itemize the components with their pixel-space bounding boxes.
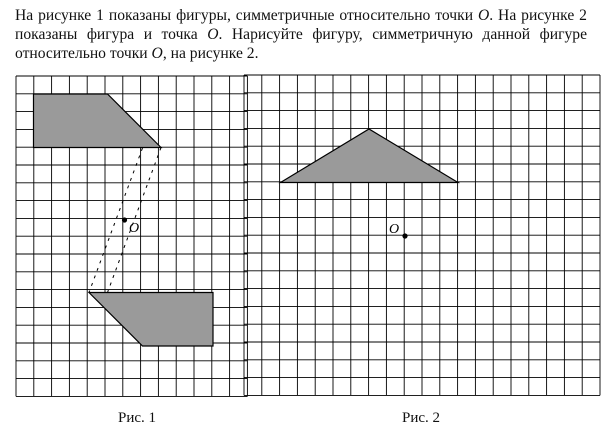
figure-1-symmetry-line-right	[108, 148, 162, 293]
figure-1-caption: Рис. 1	[118, 410, 157, 426]
task-text-part-4: , на рисунке 2.	[162, 45, 259, 62]
task-text-part-3: . Нарисуйте фигуру, симметричную данной фигуре относительно точки	[15, 26, 587, 62]
figure-1-bottom-shape	[89, 293, 213, 347]
figure-1-point-o	[122, 217, 127, 222]
figure-2-point-o-label: O	[389, 222, 400, 237]
figure-2-caption: Рис. 2	[402, 410, 441, 426]
point-o-symbol-3: O	[151, 45, 163, 62]
task-text-part-2: . На рисунке 2 показаны фигура и точка	[15, 7, 587, 43]
point-o-symbol-2: O	[207, 26, 219, 43]
task-text-part-1: На рисунке 1 показаны фигуры, симметричные относительно точки	[15, 7, 474, 24]
figure-1-point-o-label: O	[129, 221, 140, 236]
figure-1-top-shape	[34, 94, 162, 148]
point-o-symbol-1: O	[477, 7, 490, 24]
